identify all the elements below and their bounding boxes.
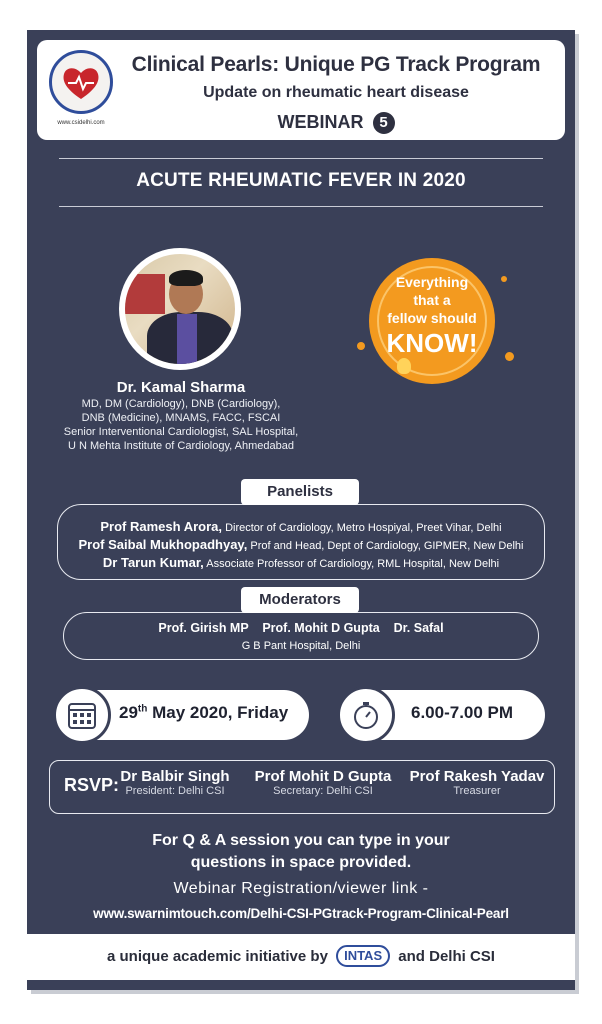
panelist-detail: Associate Professor of Cardiology, RML Hospital, New Delhi bbox=[206, 558, 500, 570]
calendar-icon-circle bbox=[53, 686, 111, 744]
speaker-credential: U N Mehta Institute of Cardiology, Ahmedabad bbox=[67, 440, 295, 452]
session-topic: ACUTE RHEUMATIC FEVER IN 2020 bbox=[136, 170, 466, 191]
panelists-label: Panelists bbox=[241, 479, 359, 505]
moderators-label: Moderators bbox=[241, 587, 359, 613]
moderators-box bbox=[63, 612, 539, 660]
panelist-name: Prof Saibal Mukhopadhyay, bbox=[78, 537, 248, 552]
rsvp-box bbox=[49, 760, 555, 814]
event-time: 6.00-7.00 PM bbox=[411, 703, 514, 722]
webinar-heading bbox=[107, 112, 565, 134]
footer-bar bbox=[27, 934, 575, 980]
logo-url: www.csidelhi.com bbox=[57, 120, 105, 126]
clock-icon-circle bbox=[337, 686, 395, 744]
footer-prefix: a unique academic initiative by bbox=[107, 948, 328, 965]
badge-line-4: KNOW! bbox=[386, 328, 478, 358]
badge-line-2: that a bbox=[413, 292, 451, 308]
rsvp-person bbox=[110, 768, 240, 797]
registration-link[interactable]: www.swarnimtouch.com/Delhi-CSI-PGtrack-Program-Clinical-Pearl bbox=[93, 906, 509, 921]
rsvp-person bbox=[250, 768, 396, 797]
speaker-credential: MD, DM (Cardiology), DNB (Cardiology), bbox=[81, 398, 281, 410]
rsvp-label: RSVP: bbox=[64, 775, 120, 795]
footer-suffix: and Delhi CSI bbox=[398, 948, 495, 965]
panelist-row bbox=[58, 537, 544, 552]
program-title: Clinical Pearls: Unique PG Track Program bbox=[131, 53, 541, 76]
rsvp-name: Dr Balbir Singh bbox=[120, 768, 230, 785]
rsvp-name: Prof Rakesh Yadav bbox=[409, 768, 545, 785]
speaker-info bbox=[47, 378, 315, 453]
panelist-name: Dr Tarun Kumar, bbox=[102, 555, 204, 570]
calendar-icon bbox=[56, 689, 108, 741]
decor-dot bbox=[501, 276, 507, 282]
header-card bbox=[37, 40, 565, 140]
registration-label: Webinar Registration/viewer link - bbox=[173, 880, 429, 897]
panelists-box bbox=[57, 504, 545, 580]
divider-top bbox=[59, 158, 543, 159]
rsvp-name: Prof Mohit D Gupta bbox=[254, 768, 392, 785]
decor-dot bbox=[357, 342, 365, 350]
rsvp-role: President: Delhi CSI bbox=[125, 785, 225, 797]
speaker-credential: DNB (Medicine), MNAMS, FACC, FSCAI bbox=[81, 412, 281, 424]
moderator-place: G B Pant Hospital, Delhi bbox=[241, 640, 361, 652]
intas-logo: INTAS bbox=[336, 945, 390, 967]
heart-logo-icon bbox=[52, 53, 110, 111]
badge-line-1: Everything bbox=[395, 274, 469, 290]
panelist-row bbox=[58, 555, 544, 570]
qa-note: For Q & A session you can type in your questions in space provided. bbox=[152, 832, 450, 871]
program-subtitle: Update on rheumatic heart disease bbox=[203, 84, 469, 101]
moderator-names: Prof. Girish MP Prof. Mohit D Gupta Dr. Safal bbox=[158, 621, 444, 635]
speaker-portrait bbox=[125, 254, 235, 364]
badge-line-3: fellow should bbox=[387, 310, 477, 326]
stopwatch-icon bbox=[340, 689, 392, 741]
panelist-detail: Prof and Head, Dept of Cardiology, GIPMER, New Delhi bbox=[250, 540, 524, 552]
divider-bottom bbox=[59, 206, 543, 207]
know-badge bbox=[369, 258, 495, 384]
webinar-poster bbox=[27, 30, 575, 990]
lightbulb-icon bbox=[397, 358, 411, 374]
speaker-credential: Senior Interventional Cardiologist, SAL Hospital, bbox=[63, 426, 299, 438]
rsvp-role: Treasurer bbox=[453, 785, 501, 797]
panelist-name: Prof Ramesh Arora, bbox=[100, 519, 222, 534]
webinar-label: WEBINAR bbox=[277, 112, 364, 132]
society-logo bbox=[49, 50, 113, 114]
speaker-name: Dr. Kamal Sharma bbox=[116, 379, 246, 396]
panelist-detail: Director of Cardiology, Metro Hospiyal, Preet Vihar, Delhi bbox=[225, 522, 502, 534]
speaker-photo bbox=[119, 248, 241, 370]
rsvp-role: Secretary: Delhi CSI bbox=[273, 785, 373, 797]
panelist-row bbox=[58, 519, 544, 534]
rsvp-person bbox=[406, 768, 548, 797]
webinar-number-badge: 5 bbox=[373, 112, 395, 134]
event-date: 29th May 2020, Friday bbox=[119, 703, 289, 722]
decor-dot bbox=[505, 352, 514, 361]
